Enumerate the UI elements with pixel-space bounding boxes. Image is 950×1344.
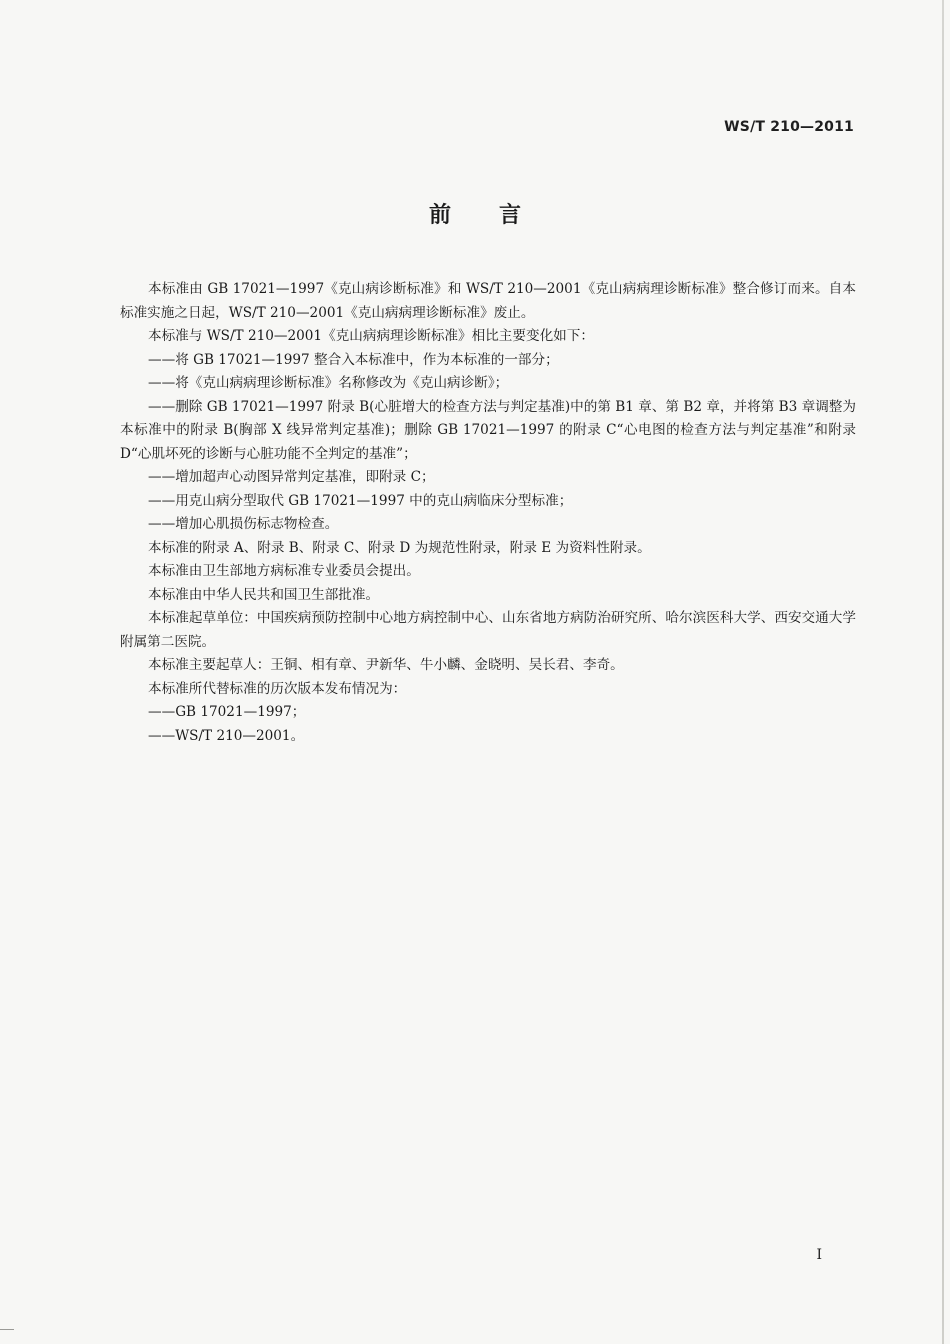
foreword-body: [120, 278, 856, 748]
paragraph-approver: 本标准由中华人民共和国卫生部批准。: [148, 586, 380, 603]
page-title: 前言: [428, 203, 569, 228]
page-number: I: [816, 1247, 822, 1263]
change-item: ——增加超声心动图异常判定基准，即附录 C；: [148, 469, 435, 485]
paragraph-origin: 本标准由 GB 17021—1997《克山病诊断标准》和 WS/T 210—2001《克山病病理诊断标准》整合修订而来。自本标准实施之日起，WS/T 210—2001《克山病病理诊断标准》废止。: [120, 281, 856, 321]
change-item: ——将 GB 17021—1997 整合入本标准中，作为本标准的一部分；: [148, 351, 559, 368]
history-item: ——WS/T 210—2001。: [148, 727, 305, 744]
scan-corner-mark: [0, 1329, 14, 1344]
paragraph-appendix: 本标准的附录 A、附录 B、附录 C、附录 D 为规范性附录，附录 E 为资料性附录。: [148, 539, 651, 556]
paragraph-drafters: 本标准主要起草人：王铜、相有章、尹新华、牛小麟、金晓明、吴长君、李奇。: [148, 657, 624, 673]
paragraph-history-intro: 本标准所代替标准的历次版本发布情况为：: [148, 680, 407, 697]
change-item: ——用克山病分型取代 GB 17021—1997 中的克山病临床分型标准；: [148, 492, 573, 509]
change-item: ——增加心肌损伤标志物检查。: [148, 516, 339, 532]
paragraph-changes-intro: 本标准与 WS/T 210—2001《克山病病理诊断标准》相比主要变化如下：: [148, 328, 594, 344]
history-item: ——GB 17021—1997；: [148, 704, 306, 720]
change-item: ——将《克山病病理诊断标准》名称修改为《克山病诊断》；: [148, 375, 509, 391]
document-code: WS/T 210—2011: [724, 119, 854, 135]
paragraph-drafting-units: 本标准起草单位：中国疾病预防控制中心地方病控制中心、山东省地方病防治研究所、哈尔滨医科大学、西安交通大学附属第二医院。: [120, 610, 856, 650]
paragraph-proposer: 本标准由卫生部地方病标准专业委员会提出。: [148, 563, 420, 579]
change-item: ——删除 GB 17021—1997 附录 B(心脏增大的检查方法与判定基准)中的第 B1 章、第 B2 章，并将第 B3 章调整为本标准中的附录 B(胸部 X 线异常判定基准)；删除 GB 17021—1997 的附录 C“心电图的检查方法与判定基准”和附录 D“心肌坏死的诊断与心脏功能不全判定的基准”；: [120, 398, 856, 462]
